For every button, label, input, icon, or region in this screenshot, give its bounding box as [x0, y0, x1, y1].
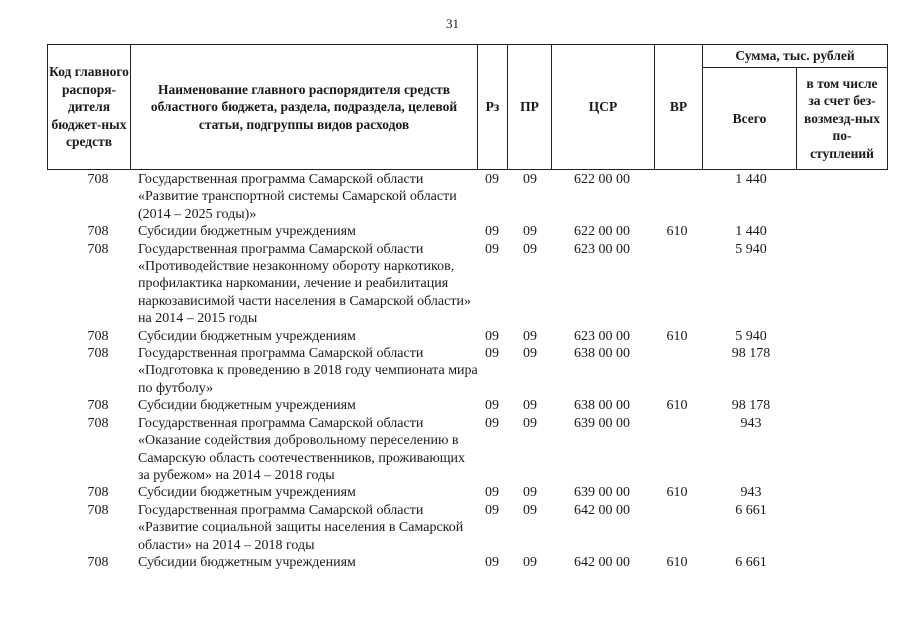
csr-cell: 638 00 00 [574, 346, 630, 362]
rz-cell: 09 [485, 328, 499, 344]
code-cell: 708 [87, 502, 109, 518]
pr-cell: 09 [523, 554, 537, 570]
rz-cell: 09 [485, 172, 499, 187]
header-csr [551, 44, 655, 170]
header-rz [477, 44, 508, 170]
header-grants-label: в том числе за счет без-возмезд-ных по-ступлений [804, 75, 880, 161]
total-cell: 943 [740, 415, 762, 431]
total-cell: 98 178 [731, 398, 771, 414]
code-cell: 708 [87, 328, 109, 344]
csr-cell: 622 00 00 [574, 172, 630, 187]
header-sum [702, 44, 888, 68]
total-cell: 6 661 [735, 502, 767, 518]
name-cell: Субсидии бюджетным учреждениям [138, 485, 356, 501]
code-cell: 708 [87, 554, 109, 570]
name-cell: Государственная программа Самарской области «Развитие социальной защиты населения в Самарской области» на 2014 – 2018 годы [138, 502, 464, 553]
name-cell: Субсидии бюджетным учреждениям [138, 224, 356, 240]
rz-cell: 09 [485, 485, 499, 501]
header-total [702, 67, 797, 170]
header-grants [796, 67, 888, 170]
header-vr [654, 44, 703, 170]
csr-cell: 642 00 00 [574, 502, 630, 518]
header-csr-label: ЦСР [588, 99, 618, 115]
header-name [130, 44, 478, 170]
table-body [72, 171, 887, 571]
code-cell: 708 [87, 485, 109, 501]
name-cell: Государственная программа Самарской области «Противодействие незаконному обороту наркотиков, профилактика наркомании, лечение и реабилитация наркозависимой части населения в Самарской области» на 2014 – 2015 годы [138, 241, 471, 327]
table-row [72, 328, 887, 345]
pr-cell: 09 [523, 172, 537, 187]
vr-cell: 610 [666, 328, 688, 344]
pr-cell: 09 [523, 502, 537, 518]
header-pr-label: ПР [520, 99, 539, 115]
name-cell: Субсидии бюджетным учреждениям [138, 398, 356, 414]
header-vr-label: ВР [669, 99, 688, 115]
rz-cell: 09 [485, 502, 499, 518]
header-code-label: Код главного распоря-дителя бюджет-ных средств [49, 64, 129, 150]
code-cell: 708 [87, 241, 109, 257]
page-number: 31 [446, 16, 459, 31]
pr-cell: 09 [523, 328, 537, 344]
rz-cell: 09 [485, 398, 499, 414]
pr-cell: 09 [523, 485, 537, 501]
header-sum-label: Сумма, тыс. рублей [735, 48, 855, 64]
name-cell: Государственная программа Самарской области «Развитие транспортной системы Самарской области (2014 – 2025 годы)» [138, 172, 457, 222]
pr-cell: 09 [523, 415, 537, 431]
table-row [72, 345, 887, 397]
pr-cell: 09 [523, 224, 537, 240]
total-cell: 1 440 [735, 172, 767, 187]
code-cell: 708 [87, 224, 109, 240]
header-code [47, 44, 131, 170]
rz-cell: 09 [485, 554, 499, 570]
name-cell: Субсидии бюджетным учреждениям [138, 554, 356, 570]
table-row [72, 241, 887, 328]
table-row [72, 397, 887, 414]
table-row [72, 415, 887, 485]
pr-cell: 09 [523, 346, 537, 362]
csr-cell: 638 00 00 [574, 398, 630, 414]
header-name-label: Наименование главного распорядителя средств областного бюджета, раздела, подраздела, целевой статьи, подгруппы видов расходов [150, 81, 458, 132]
total-cell: 98 178 [731, 346, 771, 362]
csr-cell: 639 00 00 [574, 485, 630, 501]
rz-cell: 09 [485, 224, 499, 240]
table-row [72, 223, 887, 240]
header-total-label: Всего [732, 110, 767, 126]
code-cell: 708 [87, 346, 109, 362]
total-cell: 5 940 [735, 328, 767, 344]
name-cell: Субсидии бюджетным учреждениям [138, 328, 356, 344]
total-cell: 5 940 [735, 241, 767, 257]
vr-cell: 610 [666, 554, 688, 570]
code-cell: 708 [87, 415, 109, 431]
name-cell: Государственная программа Самарской области «Оказание содействия добровольному переселению в Самарскую область соотечественников, проживающих за рубежом» на 2014 – 2018 годы [138, 415, 466, 483]
csr-cell: 623 00 00 [574, 328, 630, 344]
vr-cell: 610 [666, 398, 688, 414]
csr-cell: 639 00 00 [574, 415, 630, 431]
csr-cell: 622 00 00 [574, 224, 630, 240]
csr-cell: 642 00 00 [574, 554, 630, 570]
rz-cell: 09 [485, 241, 499, 257]
code-cell: 708 [87, 398, 109, 414]
header-pr [507, 44, 552, 170]
total-cell: 6 661 [735, 554, 767, 570]
total-cell: 1 440 [735, 224, 767, 240]
name-cell: Государственная программа Самарской области «Подготовка к проведению в 2018 году чемпионата мира по футболу» [138, 346, 478, 396]
rz-cell: 09 [485, 415, 499, 431]
header-rz-label: Рз [485, 99, 500, 115]
vr-cell: 610 [666, 224, 688, 240]
code-cell: 708 [87, 172, 109, 187]
table-row [72, 171, 887, 223]
table-row [72, 484, 887, 501]
table-row [72, 502, 887, 554]
vr-cell: 610 [666, 485, 688, 501]
table-row [72, 554, 887, 571]
csr-cell: 623 00 00 [574, 241, 630, 257]
pr-cell: 09 [523, 398, 537, 414]
total-cell: 943 [740, 485, 762, 501]
rz-cell: 09 [485, 346, 499, 362]
pr-cell: 09 [523, 241, 537, 257]
